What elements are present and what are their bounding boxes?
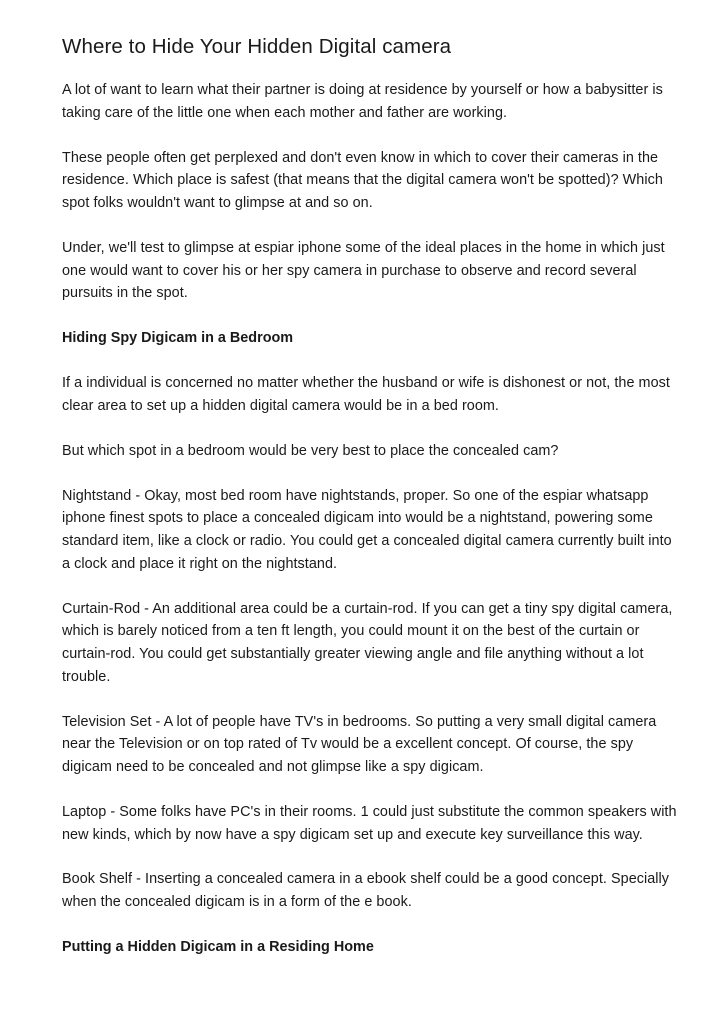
paragraph-television: Television Set - A lot of people have TV's in bedrooms. So putting a very small digital camera near the Television or on top rated of Tv would be a excellent concept. Of course, the spy digicam need to be concealed and not glimpse like a spy digicam. — [62, 713, 657, 775]
document-page — [62, 34, 682, 981]
paragraph-book-shelf: Book Shelf - Inserting a concealed camera in a ebook shelf could be a good concept. Specially when the concealed digicam is in a form of the e book. — [62, 871, 670, 911]
paragraph-nightstand: Nightstand - Okay, most bed room have nightstands, proper. So one of the espiar whatsapp iphone finest spots to place a concealed digicam into would be a nightstand, powering some standard item, like a clock or radio. You could get a concealed digital camera currently built into a clock and place it right on the nightstand. — [62, 487, 672, 572]
paragraph-curtain-rod: Curtain-Rod - An additional area could be a curtain-rod. If you can get a tiny spy digital camera, which is barely noticed from a ten ft length, you could mount it on the best of the curtain or curtain-rod. You could get substantially greater viewing angle and file anything without a lot trouble. — [62, 600, 673, 685]
document-title: Where to Hide Your Hidden Digital camera — [62, 35, 452, 58]
section-heading-bedroom: Hiding Spy Digicam in a Bedroom — [62, 330, 294, 347]
paragraph-concerned: If a individual is concerned no matter whether the husband or wife is dishonest or not, the most clear area to set up a hidden digital camera would be in a bed room. — [62, 375, 670, 414]
paragraph-laptop: Laptop - Some folks have PC's in their rooms. 1 could just substitute the common speakers with new kinds, which by now have a spy digicam set up and execute key surveillance this way. — [62, 803, 677, 843]
paragraph-intro: A lot of want to learn what their partner is doing at residence by yourself or how a babysitter is taking care of the little one when each mother and father are working. — [62, 82, 663, 121]
section-heading-living-room: Putting a Hidden Digicam in a Residing Home — [62, 939, 374, 956]
paragraph-perplexed: These people often get perplexed and don't even know in which to cover their cameras in the residence. Which place is safest (that means that the digital camera won't be spotted)? Which spot folks wouldn't want to glimpse at and so on. — [62, 149, 663, 211]
paragraph-under: Under, we'll test to glimpse at espiar iphone some of the ideal places in the home in which just one would want to cover his or her spy camera in purchase to observe and record several pursuits in the spot. — [62, 239, 665, 302]
paragraph-which-spot: But which spot in a bedroom would be very best to place the concealed cam? — [62, 442, 559, 459]
